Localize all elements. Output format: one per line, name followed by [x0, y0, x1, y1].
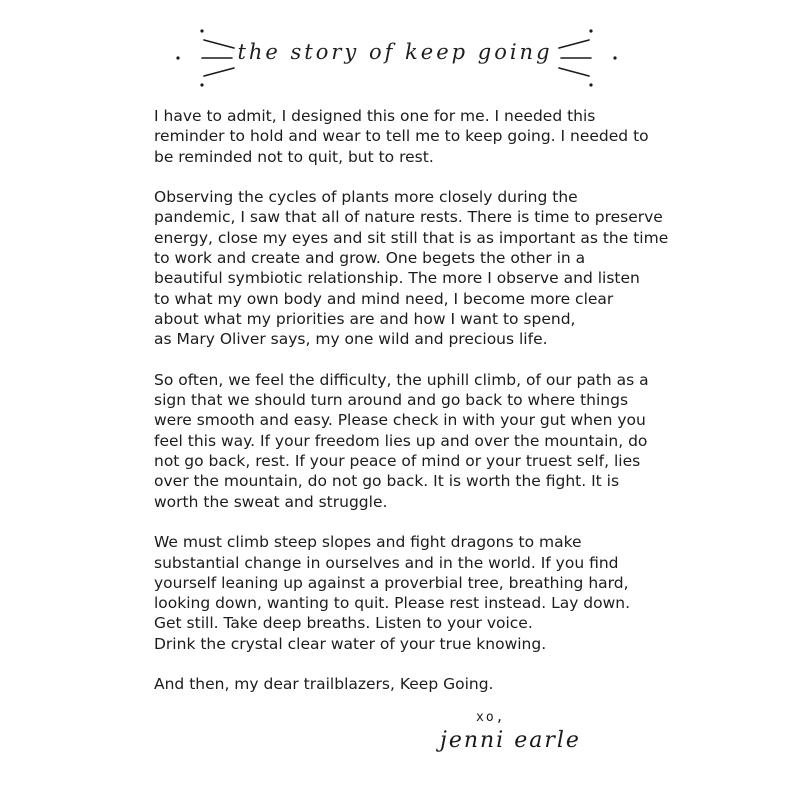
paragraph-3 [154, 370, 654, 512]
text-line: about what my priorities are and how I want to spend, [154, 309, 576, 328]
text-line: Get still. Take deep breaths. Listen to your voice. [154, 614, 533, 633]
text-line: So often, we feel the difficulty, the uphill climb, of our path as a [154, 370, 649, 389]
text-line: over the mountain, do not go back. It is worth the fight. It is [154, 472, 620, 491]
text-line: worth the sweat and struggle. [154, 492, 388, 511]
signoff-text: xo, [476, 710, 506, 725]
story-body [154, 106, 669, 715]
text-line: to what my own body and mind need, I become more clear [154, 289, 614, 308]
text-line: to work and create and grow. One begets the other in a [154, 249, 586, 268]
text-line: sign that we should turn around and go back to where things [154, 391, 629, 410]
text-line: substantial change in ourselves and in the world. If you find [154, 553, 619, 572]
text-line: as Mary Oliver says, my one wild and precious life. [154, 330, 548, 349]
text-line: were smooth and easy. Please check in with your gut when you [154, 411, 646, 430]
signature: jenni earle [440, 728, 581, 753]
text-line: We must climb steep slopes and fight dragons to make [154, 533, 582, 552]
text-line: not go back, rest. If your peace of mind or your truest self, lies [154, 452, 641, 471]
sparkle-lines-icon [555, 28, 625, 88]
text-line: And then, my dear trailblazers, Keep Going. [154, 675, 494, 694]
text-line: beautiful symbiotic relationship. The more I observe and listen [154, 269, 640, 288]
page-title: the story of keep going [237, 40, 553, 64]
paragraph-4 [154, 532, 654, 654]
text-line: Observing the cycles of plants more closely during the [154, 188, 578, 207]
text-line: reminder to hold and wear to tell me to keep going. I needed to [154, 127, 649, 146]
text-line: feel this way. If your freedom lies up and over the mountain, do [154, 431, 648, 450]
paragraph-5 [154, 674, 654, 694]
text-line: I have to admit, I designed this one for me. I needed this [154, 107, 596, 125]
text-line: be reminded not to quit, but to rest. [154, 147, 434, 166]
text-line: energy, close my eyes and sit still that is as important as the time [154, 228, 669, 247]
paragraph-2 [154, 187, 669, 349]
title-header [0, 28, 790, 88]
text-line: yourself leaning up against a proverbial tree, breathing hard, [154, 573, 629, 592]
text-line: pandemic, I saw that all of nature rests. There is time to preserve [154, 208, 663, 227]
text-line: Drink the crystal clear water of your true knowing. [154, 634, 547, 653]
text-line: looking down, wanting to quit. Please rest instead. Lay down. [154, 594, 631, 613]
paragraph-1 [154, 106, 654, 167]
